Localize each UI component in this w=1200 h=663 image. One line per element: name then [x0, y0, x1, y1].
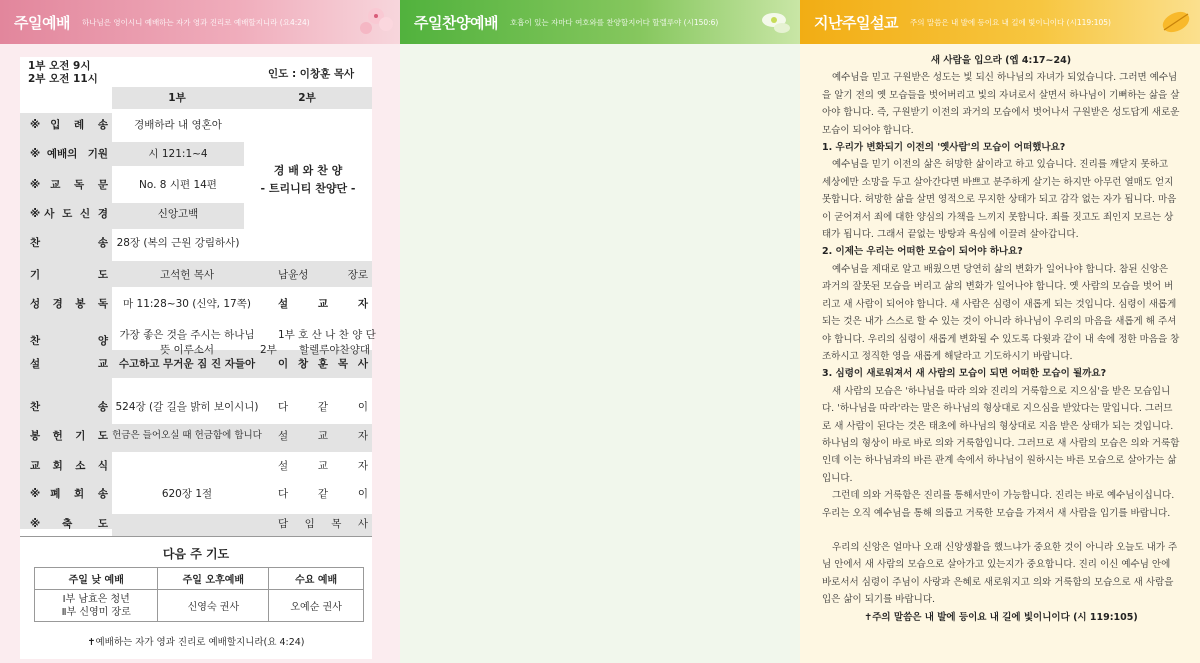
service-item-part1: 헌금은 들어오실 때 헌금함에 합니다 — [112, 430, 262, 441]
service-item-part1: 마 11:28~30 (신약, 17쪽) — [123, 298, 251, 310]
last-sermon-panel — [800, 0, 1200, 663]
service-item-part1: 28장 (복의 근원 강림하사) — [116, 237, 240, 249]
praise-worship-title: 주일찬양예배 — [414, 13, 498, 32]
service-item-label: ※예배의 기원 — [30, 148, 108, 160]
sunday-worship-title: 주일예배 — [14, 13, 70, 32]
service-item-part2: 1부 호 산 나 찬 양 단 — [278, 329, 376, 341]
service-item-label: 교 회 소 식 — [30, 460, 108, 472]
service-item-part1-line2: 뜻 이루소서 — [159, 344, 215, 356]
next-part1: Ⅰ부 남효은 청년 — [62, 593, 130, 605]
sermon-heading: 새 사람을 입으라 (엡 4:17~24) — [930, 55, 1072, 66]
next-afternoon: 신영숙 권사 — [158, 590, 269, 622]
col-part-1: 1부 — [168, 92, 186, 104]
next-header: 수요 예배 — [269, 568, 364, 590]
service-item-part1: 경배하라 내 영혼아 — [134, 119, 222, 131]
sunday-worship-panel — [0, 0, 400, 663]
sermon-question-2: 2. 이제는 우리는 어떠한 모습이 되어야 하나요? — [822, 246, 1023, 258]
order-of-service — [20, 57, 376, 659]
sunday-worship-verse: 하나님은 영이시니 예배하는 자가 영과 진리로 예배할지니라 (요4:24) — [81, 17, 310, 27]
next-wednesday: 오예순 권사 — [269, 590, 364, 622]
service-item-part1: 수고하고 무거운 짐 진 자들아 — [118, 358, 256, 370]
service-leader: 인도 : 이창훈 목사 — [268, 68, 355, 80]
service-item-part2: 이 창 훈 목 사 — [278, 358, 368, 370]
service-item-part1: 620장 1절 — [161, 488, 213, 500]
service-item-label: ※입 례 송 — [30, 119, 108, 131]
last-sermon-title: 지난주일설교 — [814, 13, 898, 32]
service-item-part1: 524장 (갈 길을 밝히 보이시니) — [115, 401, 259, 413]
service-item-label: 성 경 봉 독 — [30, 298, 108, 310]
sermon-question-3: 3. 심령이 새로워져서 새 사람의 모습이 되면 어떠한 모습이 될까요? — [822, 368, 1107, 380]
sermon-paragraph: 예수님을 믿기 이전의 삶은 허망한 삶이라고 하고 있습니다. 진리를 깨닫지 못하고 세상에만 소망을 두고 살아간다면 바쁘고 분주하게 살기는 하지만 아무런 열매도 얻지 못합니다. 허망한 삶을 살면 영적으로 무지한 상태가 되고 감각 없는 자가 됩니다. 마음이 굳어져서 죄에 대한 양심의 가책을 느끼지 못합니다. 죄를 짓고도 죄인지 모르는 상태가 됩니다. 그래서 끝없는 방탕과 욕심에 이끌려 살아갑니다. — [822, 159, 1177, 241]
sermon-text — [822, 52, 1180, 626]
sermon-paragraph: 그런데 의와 거룩함은 진리를 통해서만이 가능합니다. 진리는 바로 예수님이십니다. 우리는 오직 예수님을 통해 의롭고 거룩한 모습을 가져서 새 사람을 입기를 바랍니다. — [822, 490, 1175, 519]
service-item-part2-line2: 2부 할렐루야찬양대 — [260, 344, 370, 356]
service-item-part2: 설 교 자 — [278, 298, 368, 310]
sunday-worship-header — [0, 0, 400, 44]
praise-worship-header — [400, 0, 800, 44]
sermon-paragraph: 예수님을 믿고 구원받은 성도는 빛 되신 하나님의 자녀가 되었습니다. 그러면 예수님을 알기 전의 옛 모습들을 벗어버리고 빛의 자녀로서 살면서 하나님이 기뻐하는 삶을 살아야 합니다. 즉, 구원받기 이전의 과거의 모습에서 벗어나서 구원받은 성도답게 새로운 모습이 되어야 합니다. — [822, 72, 1180, 136]
service-item-part2: 다 같 이 — [278, 401, 368, 413]
last-sermon-header — [800, 0, 1200, 44]
service-item-part1: No. 8 시편 14편 — [139, 179, 217, 191]
praise-worship-verse: 호흡이 있는 자마다 여호와를 찬양할지어다 할렐루야 (시150:6) — [509, 17, 719, 27]
service-item-label: 찬 송 — [30, 401, 108, 413]
service-item-label: ※축 도 — [30, 518, 108, 530]
sermon-paragraph: 우리의 신앙은 얼마나 오래 신앙생활을 했느냐가 중요한 것이 아니라 오늘도 내가 주님 안에서 새 사람의 모습으로 살아가고 있는지가 중요합니다. 진리 이신 예수님 안에 바로서서 심령이 주님이 사랑과 은혜로 새로워지고 의와 거룩함의 모습으로 새 사람을 입은 삶이 되기를 바랍니다. — [822, 541, 1178, 606]
flower-icon — [736, 2, 794, 42]
service-item-label: 봉 헌 기 도 — [30, 430, 108, 442]
trinity-praise-team: - 트리니티 찬양단 - — [260, 182, 356, 195]
next-header: 주일 오후예배 — [158, 568, 269, 590]
panel3-footer-verse: ✝주의 말씀은 내 발에 등이요 내 길에 빛이니이다 (시 119:105) — [864, 611, 1138, 623]
service-item-label: 찬 양 — [30, 335, 108, 347]
service-item-part1: 고석헌 목사 — [159, 269, 215, 281]
service-item-label: 찬 송 — [30, 237, 108, 249]
service-item-part2: 다 같 이 — [278, 488, 368, 500]
next-week-prayer-table — [34, 567, 364, 622]
next-header: 주일 낮 예배 — [35, 568, 158, 590]
service-item-part1: 시 121:1~4 — [148, 148, 208, 160]
service-item-part2: 설 교 자 — [278, 430, 368, 442]
next-part2: Ⅱ부 신영미 장로 — [61, 606, 131, 618]
leaf-icon — [1136, 2, 1194, 42]
service-item-label: 기 도 — [30, 269, 108, 281]
praise-worship-panel — [400, 0, 800, 663]
service-item-label: 설 교 — [30, 358, 108, 370]
panel1-footer-verse: ✝예배하는 자가 영과 진리로 예배할지니라(요 4:24) — [87, 637, 305, 648]
service-item-label: ※폐 회 송 — [30, 488, 108, 500]
service-item-part2: 담 임 목 사 — [278, 518, 368, 530]
sermon-paragraph: 예수님을 제대로 알고 배웠으면 당연히 삶의 변화가 일어나야 합니다. 참된 신앙은 과거의 잘못된 모습을 버리고 삶의 변화가 일어나야 합니다. 옛 사람의 모습을 벗어 버리고 새 사람이 되어야 합니다. 새 사람은 심령이 새롭게 되는 것입니다. 심령이 새롭게 되는 것은 내가 스스로 할 수 있는 것이 아니라 하나님이 우리의 마음을 새롭게 해 주셔야 합니다. 우리의 심령이 새롭게 변화될 수 있도록 다윗과 같이 내 속에 정한 마음을 창조하시고 정직한 영을 새롭게 해달라고 기도하시기 바랍니다. — [822, 263, 1180, 362]
service-time-1: 1부 오전 9시 — [28, 60, 91, 72]
service-item-part1: 가장 좋은 것을 주시는 하나님 — [119, 329, 255, 341]
sermon-paragraph: 새 사람의 모습은 '하나님을 따라 의와 진리의 거룩함으로 지으심'을 받은 모습입니다. '하나님을 따라'라는 말은 하나님의 형상대로 지으심을 받았다는 말입니다. 그러므로 새 사람이 된다는 것은 태초에 하나님의 형상대로 지음 받은 상태가 되는 것입니다.하나님의 형상이 바로 바로 의와 거룩함입니다. 그러므로 새 사람의 모습은 의와 거룩함인데 이는 하나님과의 바른 관계 속에서 하나님이 원하시는 바른 모습으로 살아가는 삶입니다. — [822, 385, 1180, 484]
service-item-part2: 남윤성 장로 — [278, 269, 368, 281]
service-item-part1: 신앙고백 — [157, 208, 199, 220]
next-week-prayer-title: 다음 주 기도 — [162, 547, 230, 561]
service-time-2: 2부 오전 11시 — [28, 73, 98, 85]
blossom-icon — [336, 2, 394, 42]
service-item-label: ※사 도 신 경 — [30, 208, 108, 220]
praise-worship: 경 배 와 찬 양 — [273, 164, 343, 177]
service-item-label: ※교 독 문 — [30, 179, 108, 191]
col-part-2: 2부 — [298, 92, 316, 104]
service-item-part2: 설 교 자 — [278, 460, 368, 472]
sermon-question-1: 1. 우리가 변화되기 이전의 '옛사람'의 모습이 어떠했나요? — [822, 142, 1066, 154]
last-sermon-verse: 주의 말씀은 내 발에 등이요 내 길에 빛이니이다 (시119:105) — [909, 17, 1111, 27]
